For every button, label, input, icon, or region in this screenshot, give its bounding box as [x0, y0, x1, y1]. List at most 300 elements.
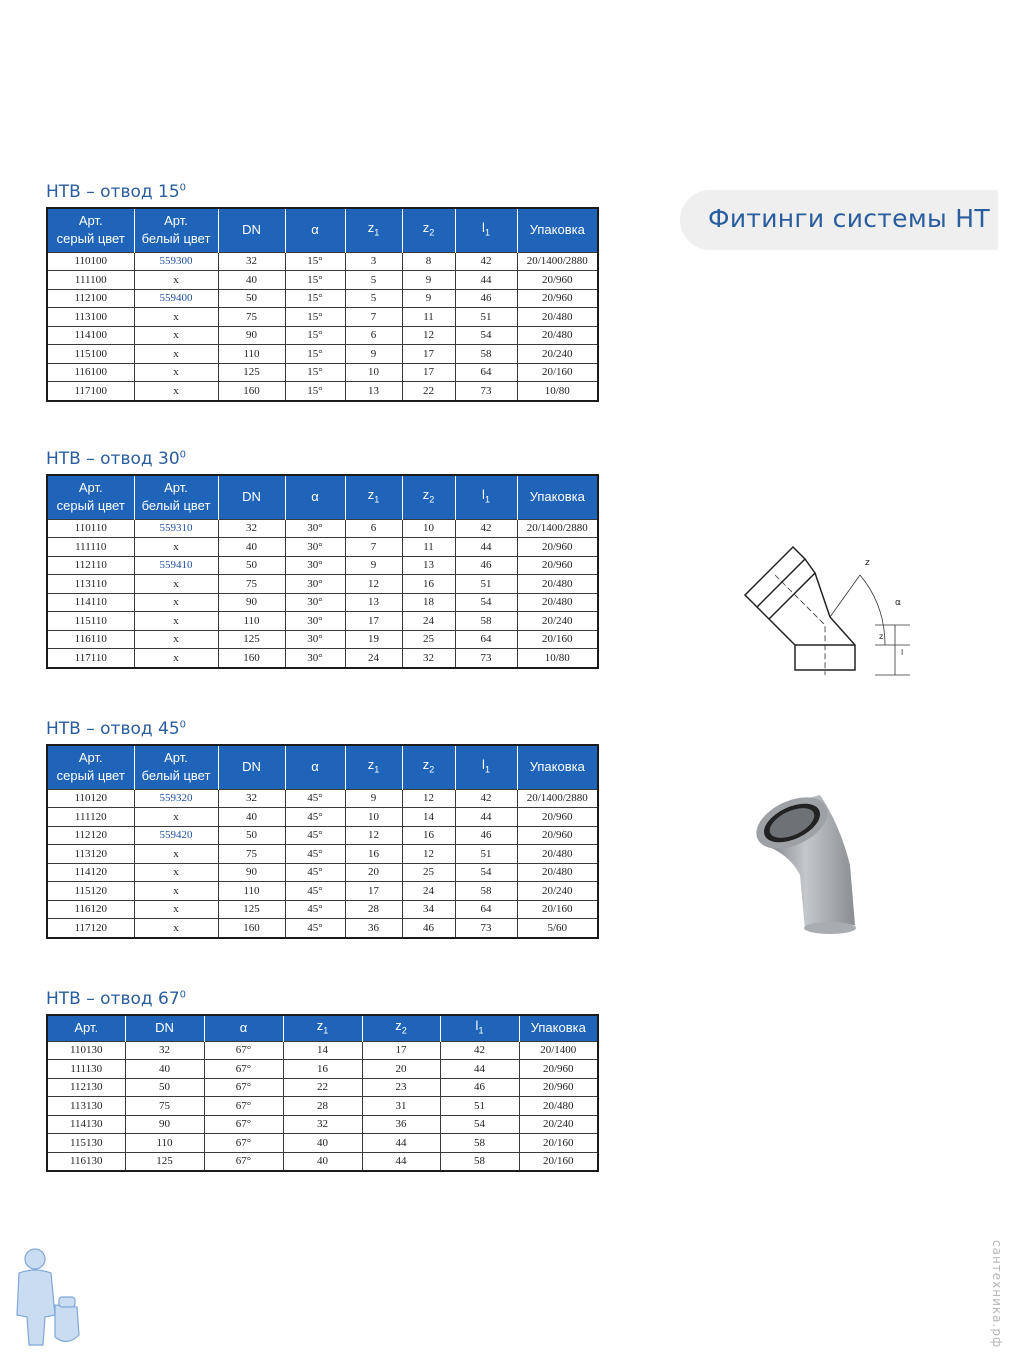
table-cell: 40	[218, 538, 285, 557]
table-cell: 112110	[47, 556, 134, 575]
table-cell: 111120	[47, 808, 134, 827]
table-cell: 10	[345, 363, 402, 382]
table-cell: 58	[455, 345, 517, 364]
table-cell: 113100	[47, 308, 134, 327]
table-cell: 44	[440, 1060, 519, 1079]
table-cell: 116110	[47, 630, 134, 649]
table-cell: 114120	[47, 863, 134, 882]
table-cell: 10	[402, 519, 455, 538]
table-row	[47, 271, 598, 290]
header-art-gray: Арт. серый цвет	[47, 208, 134, 252]
table-cell: 30°	[285, 649, 345, 668]
table-cell: 111100	[47, 271, 134, 290]
table-cell: 115130	[47, 1134, 125, 1153]
header-alpha: α	[285, 475, 345, 519]
table-cell: 16	[402, 826, 455, 845]
table-cell: 20/240	[517, 612, 598, 631]
table-cell: 90	[218, 593, 285, 612]
table-row	[47, 252, 598, 271]
table-cell: 10	[345, 808, 402, 827]
table-row	[47, 845, 598, 864]
table-cell: 24	[402, 882, 455, 901]
table-cell: 45°	[285, 900, 345, 919]
table-cell: 111110	[47, 538, 134, 557]
header-z2: $z_2$	[402, 475, 455, 519]
table-cell: 112130	[47, 1078, 125, 1097]
table-cell: 9	[345, 556, 402, 575]
table-row	[47, 900, 598, 919]
table-cell: 18	[402, 593, 455, 612]
table-cell: 36	[345, 919, 402, 938]
table-cell: 115100	[47, 345, 134, 364]
table-cell: x	[134, 845, 218, 864]
table-cell: 110	[125, 1134, 204, 1153]
svg-text:l: l	[901, 648, 904, 657]
table-cell: 30°	[285, 538, 345, 557]
svg-text:z: z	[879, 632, 884, 641]
table-row	[47, 382, 598, 401]
table-cell: 8	[402, 252, 455, 271]
header-alpha: α	[285, 208, 345, 252]
table-cell: 116130	[47, 1152, 125, 1171]
table-cell: 116100	[47, 363, 134, 382]
table-cell: 5	[345, 271, 402, 290]
table-cell: 25	[402, 630, 455, 649]
table-cell: 90	[125, 1115, 204, 1134]
table-cell: 125	[125, 1152, 204, 1171]
table-cell: 20/480	[517, 863, 598, 882]
table-cell: 20/1400	[519, 1041, 598, 1060]
table-row	[47, 919, 598, 938]
table-cell: 115110	[47, 612, 134, 631]
table-row	[47, 593, 598, 612]
table-cell: 31	[362, 1097, 440, 1116]
table-cell: 67°	[204, 1152, 283, 1171]
table-row	[47, 1097, 598, 1116]
header-z2: $z_2$	[402, 745, 455, 789]
table-row	[47, 538, 598, 557]
table-cell: 112120	[47, 826, 134, 845]
elbow-photo-image	[745, 785, 870, 935]
table-cell: 44	[362, 1134, 440, 1153]
table-cell: 30°	[285, 556, 345, 575]
table-cell: 44	[455, 271, 517, 290]
table-cell: 67°	[204, 1060, 283, 1079]
table-cell: 64	[455, 363, 517, 382]
table-cell: 15°	[285, 345, 345, 364]
header-l1: $l_1$	[440, 1015, 519, 1041]
table-cell: 11	[402, 538, 455, 557]
table-cell: 13	[402, 556, 455, 575]
table-otvod-67	[46, 1014, 599, 1172]
table-cell: 50	[218, 826, 285, 845]
table-cell: 32	[218, 519, 285, 538]
table-cell: x	[134, 345, 218, 364]
table-cell: 113120	[47, 845, 134, 864]
table-row	[47, 612, 598, 631]
table-cell: 54	[455, 326, 517, 345]
table-cell: 50	[218, 289, 285, 308]
table-cell: 17	[402, 363, 455, 382]
table-cell: 44	[455, 538, 517, 557]
table-row	[47, 1152, 598, 1171]
table-cell: 19	[345, 630, 402, 649]
table-row	[47, 1060, 598, 1079]
table-cell: 32	[218, 789, 285, 808]
table-cell: 10/80	[517, 382, 598, 401]
table-row	[47, 308, 598, 327]
header-pack: Упаковка	[519, 1015, 598, 1041]
table-row	[47, 630, 598, 649]
table-cell: 15°	[285, 363, 345, 382]
table-cell: 42	[440, 1041, 519, 1060]
table-cell: 20/160	[517, 363, 598, 382]
table-cell: 160	[218, 649, 285, 668]
table-cell: 110	[218, 882, 285, 901]
table-cell: 45°	[285, 863, 345, 882]
banner-title: Фитинги системы HT	[708, 204, 990, 233]
table-cell: 50	[218, 556, 285, 575]
header-l1: $l_1$	[455, 745, 517, 789]
table-cell: x	[134, 382, 218, 401]
header-z1: $z_1$	[283, 1015, 362, 1041]
section-title-30: НТВ – отвод $30^0$	[46, 449, 187, 469]
table-cell: 40	[125, 1060, 204, 1079]
table-cell: 114130	[47, 1115, 125, 1134]
table-cell: 13	[345, 593, 402, 612]
table-cell: 45°	[285, 808, 345, 827]
table-cell: 9	[345, 789, 402, 808]
table-cell: 12	[402, 326, 455, 345]
elbow-drawing-image	[735, 535, 915, 685]
table-cell: 46	[455, 826, 517, 845]
table-cell: 15°	[285, 252, 345, 271]
table-cell: 110110	[47, 519, 134, 538]
table-cell: 30°	[285, 519, 345, 538]
table-cell: 20/960	[517, 289, 598, 308]
table-cell: 15°	[285, 289, 345, 308]
table-cell: x	[134, 575, 218, 594]
table-cell: 15°	[285, 326, 345, 345]
header-l1: $l_1$	[455, 208, 517, 252]
table-cell: 44	[362, 1152, 440, 1171]
table-body	[47, 1041, 598, 1171]
table-cell: x	[134, 363, 218, 382]
table-cell: 67°	[204, 1115, 283, 1134]
table-cell: 15°	[285, 382, 345, 401]
table-cell: 110100	[47, 252, 134, 271]
table-otvod-30	[46, 474, 599, 669]
table-cell: 16	[402, 575, 455, 594]
table-cell: 73	[455, 382, 517, 401]
table-cell: 51	[455, 575, 517, 594]
table-cell: 559320	[134, 789, 218, 808]
table-cell: 75	[218, 845, 285, 864]
table-cell: 20/1400/2880	[517, 519, 598, 538]
table-cell: 110120	[47, 789, 134, 808]
header-pack: Упаковка	[517, 745, 598, 789]
table-cell: 67°	[204, 1041, 283, 1060]
table-cell: 14	[402, 808, 455, 827]
table-cell: 17	[345, 612, 402, 631]
table-cell: 45°	[285, 919, 345, 938]
table-cell: 40	[218, 808, 285, 827]
header-dn: DN	[218, 745, 285, 789]
table-cell: 16	[283, 1060, 362, 1079]
table-cell: 20/480	[519, 1097, 598, 1116]
header-z1: $z_1$	[345, 475, 402, 519]
table-cell: 90	[218, 863, 285, 882]
table-cell: 11	[402, 308, 455, 327]
table-cell: 17	[402, 345, 455, 364]
table-cell: 114100	[47, 326, 134, 345]
table-cell: 42	[455, 519, 517, 538]
table-cell: 64	[455, 900, 517, 919]
table-cell: 32	[402, 649, 455, 668]
svg-text:z: z	[865, 558, 870, 568]
table-cell: 73	[455, 919, 517, 938]
table-cell: 110130	[47, 1041, 125, 1060]
table-cell: 50	[125, 1078, 204, 1097]
table-cell: 25	[402, 863, 455, 882]
table-cell: 160	[218, 919, 285, 938]
header-alpha: α	[285, 745, 345, 789]
table-cell: 114110	[47, 593, 134, 612]
section-title-45: НТВ – отвод $45^0$	[46, 719, 187, 739]
table-cell: 20/480	[517, 593, 598, 612]
section-title-67: НТВ – отвод $67^0$	[46, 989, 187, 1009]
table-cell: 12	[402, 789, 455, 808]
table-cell: 12	[345, 826, 402, 845]
section-title-15: НТВ – отвод $15^0$	[46, 182, 187, 202]
table-cell: 111130	[47, 1060, 125, 1079]
table-cell: 32	[283, 1115, 362, 1134]
watermark-text: сантехника.рф	[990, 1240, 1004, 1349]
table-cell: 20	[345, 863, 402, 882]
table-row	[47, 575, 598, 594]
header-dn: DN	[218, 208, 285, 252]
table-cell: x	[134, 612, 218, 631]
table-cell: 45°	[285, 882, 345, 901]
table-otvod-45	[46, 744, 599, 939]
table-cell: 45°	[285, 845, 345, 864]
table-cell: 75	[218, 575, 285, 594]
table-cell: 20/1400/2880	[517, 252, 598, 271]
plumber-mascot-logo	[5, 1245, 85, 1355]
table-cell: 22	[402, 382, 455, 401]
header-dn: DN	[125, 1015, 204, 1041]
table-cell: 40	[283, 1134, 362, 1153]
table-cell: 36	[362, 1115, 440, 1134]
table-body	[47, 789, 598, 938]
header-art-gray: Арт. серый цвет	[47, 475, 134, 519]
table-cell: 16	[345, 845, 402, 864]
table-cell: 6	[345, 326, 402, 345]
table-cell: 20/480	[517, 308, 598, 327]
table-cell: 51	[440, 1097, 519, 1116]
table-cell: 67°	[204, 1078, 283, 1097]
table-cell: 32	[218, 252, 285, 271]
table-cell: 12	[345, 575, 402, 594]
table-cell: 58	[455, 882, 517, 901]
table-cell: 20/960	[519, 1060, 598, 1079]
table-cell: 51	[455, 308, 517, 327]
table-cell: x	[134, 308, 218, 327]
header-art: Арт.	[47, 1015, 125, 1041]
table-cell: 20/960	[517, 556, 598, 575]
table-cell: x	[134, 593, 218, 612]
table-cell: x	[134, 326, 218, 345]
header-alpha: α	[204, 1015, 283, 1041]
table-cell: 54	[440, 1115, 519, 1134]
table-cell: 20/1400/2880	[517, 789, 598, 808]
section-banner	[680, 190, 998, 250]
table-cell: 58	[440, 1134, 519, 1153]
table-cell: 20/160	[519, 1134, 598, 1153]
table-cell: 117120	[47, 919, 134, 938]
table-cell: 20/960	[517, 808, 598, 827]
table-cell: 20/960	[517, 538, 598, 557]
table-cell: 45°	[285, 789, 345, 808]
table-cell: 75	[125, 1097, 204, 1116]
table-cell: x	[134, 808, 218, 827]
table-cell: 9	[402, 289, 455, 308]
table-row	[47, 826, 598, 845]
table-cell: 20/160	[517, 630, 598, 649]
table-cell: 20/240	[517, 345, 598, 364]
table-row	[47, 882, 598, 901]
table-cell: 559310	[134, 519, 218, 538]
table-row	[47, 789, 598, 808]
header-z2: $z_2$	[402, 208, 455, 252]
table-cell: 64	[455, 630, 517, 649]
table-body	[47, 519, 598, 668]
table-cell: 9	[345, 345, 402, 364]
table-cell: 40	[283, 1152, 362, 1171]
table-cell: 7	[345, 538, 402, 557]
table-cell: 559420	[134, 826, 218, 845]
table-cell: x	[134, 882, 218, 901]
table-cell: 75	[218, 308, 285, 327]
table-cell: 46	[455, 289, 517, 308]
table-row	[47, 1134, 598, 1153]
table-cell: 117100	[47, 382, 134, 401]
header-art-white: Арт. белый цвет	[134, 475, 218, 519]
table-row	[47, 808, 598, 827]
table-cell: 20/240	[517, 882, 598, 901]
table-cell: 73	[455, 649, 517, 668]
table-cell: 117110	[47, 649, 134, 668]
table-cell: 32	[125, 1041, 204, 1060]
table-cell: 20/160	[517, 900, 598, 919]
table-row	[47, 863, 598, 882]
table-cell: 24	[345, 649, 402, 668]
table-cell: 40	[218, 271, 285, 290]
table-cell: 22	[283, 1078, 362, 1097]
table-cell: 17	[362, 1041, 440, 1060]
table-cell: 113110	[47, 575, 134, 594]
table-cell: 7	[345, 308, 402, 327]
table-cell: 5	[345, 289, 402, 308]
header-pack: Упаковка	[517, 208, 598, 252]
table-cell: 559300	[134, 252, 218, 271]
table-cell: 9	[402, 271, 455, 290]
table-cell: 54	[455, 863, 517, 882]
table-cell: 44	[455, 808, 517, 827]
table-cell: 14	[283, 1041, 362, 1060]
table-row	[47, 556, 598, 575]
table-cell: 110	[218, 612, 285, 631]
header-z1: $z_1$	[345, 208, 402, 252]
table-cell: 112100	[47, 289, 134, 308]
table-cell: 58	[440, 1152, 519, 1171]
header-art-white: Арт. белый цвет	[134, 745, 218, 789]
table-cell: 15°	[285, 271, 345, 290]
table-cell: 67°	[204, 1134, 283, 1153]
table-cell: 20	[362, 1060, 440, 1079]
header-art-gray: Арт. серый цвет	[47, 745, 134, 789]
table-cell: 46	[402, 919, 455, 938]
table-cell: 30°	[285, 593, 345, 612]
table-cell: 20/480	[517, 845, 598, 864]
table-cell: 90	[218, 326, 285, 345]
table-cell: 20/160	[519, 1152, 598, 1171]
table-cell: 51	[455, 845, 517, 864]
table-cell: 42	[455, 252, 517, 271]
svg-text:α: α	[895, 598, 901, 608]
table-cell: 12	[402, 845, 455, 864]
table-cell: 160	[218, 382, 285, 401]
table-cell: 559410	[134, 556, 218, 575]
table-cell: 5/60	[517, 919, 598, 938]
table-row	[47, 649, 598, 668]
table-cell: 20/480	[517, 575, 598, 594]
header-art-white: Арт. белый цвет	[134, 208, 218, 252]
table-cell: x	[134, 538, 218, 557]
table-cell: 13	[345, 382, 402, 401]
table-cell: x	[134, 630, 218, 649]
table-cell: 115120	[47, 882, 134, 901]
table-cell: 20/480	[517, 326, 598, 345]
table-cell: 125	[218, 630, 285, 649]
table-cell: 28	[283, 1097, 362, 1116]
table-cell: 6	[345, 519, 402, 538]
table-cell: 23	[362, 1078, 440, 1097]
table-cell: x	[134, 900, 218, 919]
table-cell: 559400	[134, 289, 218, 308]
table-cell: 46	[440, 1078, 519, 1097]
table-cell: 20/240	[519, 1115, 598, 1134]
table-cell: 15°	[285, 308, 345, 327]
table-cell: 116120	[47, 900, 134, 919]
table-cell: 30°	[285, 612, 345, 631]
table-cell: 125	[218, 363, 285, 382]
table-cell: 110	[218, 345, 285, 364]
table-row	[47, 1041, 598, 1060]
header-z2: $z_2$	[362, 1015, 440, 1041]
table-otvod-15	[46, 207, 599, 402]
table-cell: x	[134, 271, 218, 290]
table-cell: 58	[455, 612, 517, 631]
table-cell: x	[134, 919, 218, 938]
table-cell: x	[134, 863, 218, 882]
table-body	[47, 252, 598, 401]
table-cell: 45°	[285, 826, 345, 845]
table-cell: 20/960	[519, 1078, 598, 1097]
table-row	[47, 519, 598, 538]
table-cell: 17	[345, 882, 402, 901]
table-cell: 28	[345, 900, 402, 919]
